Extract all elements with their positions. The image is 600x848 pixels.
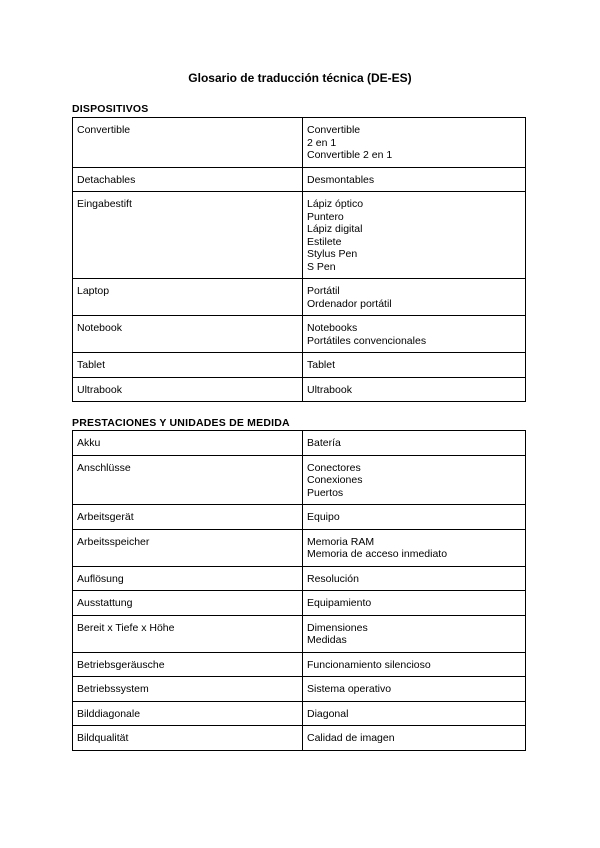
term-es-cell	[303, 167, 526, 192]
term-es: Portátiles convencionales	[307, 334, 427, 347]
table-row	[73, 701, 526, 726]
term-es-cell	[303, 279, 526, 316]
term-es: Conexiones	[307, 474, 363, 486]
term-es: Notebooks	[307, 322, 358, 334]
term-es: Stylus Pen	[307, 248, 358, 260]
table-row	[73, 591, 526, 616]
table-row	[73, 167, 526, 192]
term-es-cell	[303, 316, 526, 353]
term-de: Convertible	[73, 118, 303, 168]
term-es: Funcionamiento silencioso	[307, 658, 431, 671]
term-es: Memoria de acceso inmediato	[307, 548, 448, 560]
term-de: Anschlüsse	[73, 455, 303, 505]
term-es: 2 en 1	[307, 136, 337, 149]
term-es: Equipo	[307, 511, 340, 523]
term-de: Eingabestift	[73, 192, 303, 279]
term-es: Batería	[307, 437, 341, 449]
term-de: Betriebsgeräusche	[73, 652, 303, 677]
table-row	[73, 192, 526, 279]
table-row	[73, 377, 526, 402]
term-de: Bilddiagonale	[73, 701, 303, 726]
term-es: Equipamiento	[307, 597, 372, 609]
term-es-cell	[303, 677, 526, 702]
term-es: Diagonal	[307, 707, 349, 720]
table-row	[73, 615, 526, 652]
table-row	[73, 726, 526, 751]
term-es-cell	[303, 455, 526, 505]
table-row	[73, 431, 526, 456]
term-de: Tablet	[73, 353, 303, 378]
term-es: Dimensiones	[307, 621, 368, 634]
table-row	[73, 279, 526, 316]
term-es-cell	[303, 529, 526, 566]
term-es: Conectores	[307, 461, 361, 474]
table-row	[73, 529, 526, 566]
term-es: S Pen	[307, 260, 336, 273]
table-row	[73, 652, 526, 677]
term-de: Laptop	[73, 279, 303, 316]
term-es: Desmontables	[307, 173, 375, 186]
term-es: Puertos	[307, 486, 344, 499]
table-row	[73, 316, 526, 353]
term-es-cell	[303, 701, 526, 726]
term-de: Bildqualität	[73, 726, 303, 751]
term-es-cell	[303, 652, 526, 677]
term-es: Estilete	[307, 235, 342, 248]
glossary-table-prestaciones	[72, 430, 526, 751]
term-es: Portátil	[307, 285, 340, 297]
glossary-table-dispositivos	[72, 117, 526, 402]
term-es-cell	[303, 118, 526, 168]
term-es: Calidad de imagen	[307, 732, 395, 744]
term-de: Arbeitsspeicher	[73, 529, 303, 566]
term-es-cell	[303, 591, 526, 616]
term-es: Resolución	[307, 572, 359, 585]
section-heading-dispositivos: DISPOSITIVOS	[72, 103, 149, 115]
term-es-cell	[303, 192, 526, 279]
term-de: Ultrabook	[73, 377, 303, 402]
section-heading-prestaciones: PRESTACIONES Y UNIDADES DE MEDIDA	[72, 417, 290, 429]
term-es: Convertible	[307, 124, 361, 136]
term-es: Memoria RAM	[307, 535, 375, 548]
table-row	[73, 566, 526, 591]
table-row	[73, 118, 526, 168]
term-de: Akku	[73, 431, 303, 456]
page-title: Glosario de traducción técnica (DE-ES)	[188, 71, 412, 85]
table-row	[73, 677, 526, 702]
term-es: Tablet	[307, 359, 336, 371]
term-es-cell	[303, 377, 526, 402]
term-es: Ultrabook	[307, 383, 352, 396]
term-es-cell	[303, 431, 526, 456]
term-es-cell	[303, 505, 526, 530]
term-de: Arbeitsgerät	[73, 505, 303, 530]
term-de: Detachables	[73, 167, 303, 192]
term-de: Bereit x Tiefe x Höhe	[73, 615, 303, 652]
term-es: Sistema operativo	[307, 683, 392, 695]
table-row	[73, 353, 526, 378]
term-es: Lápiz óptico	[307, 198, 364, 210]
term-es: Puntero	[307, 210, 344, 223]
term-es: Medidas	[307, 634, 347, 646]
term-de: Betriebssystem	[73, 677, 303, 702]
term-de: Ausstattung	[73, 591, 303, 616]
term-es: Ordenador portátil	[307, 297, 392, 310]
term-es: Lápiz digital	[307, 223, 363, 235]
term-es-cell	[303, 353, 526, 378]
term-es-cell	[303, 726, 526, 751]
term-de: Auflösung	[73, 566, 303, 591]
table-row	[73, 505, 526, 530]
term-es: Convertible 2 en 1	[307, 149, 393, 161]
term-de: Notebook	[73, 316, 303, 353]
table-row	[73, 455, 526, 505]
term-es-cell	[303, 566, 526, 591]
term-es-cell	[303, 615, 526, 652]
